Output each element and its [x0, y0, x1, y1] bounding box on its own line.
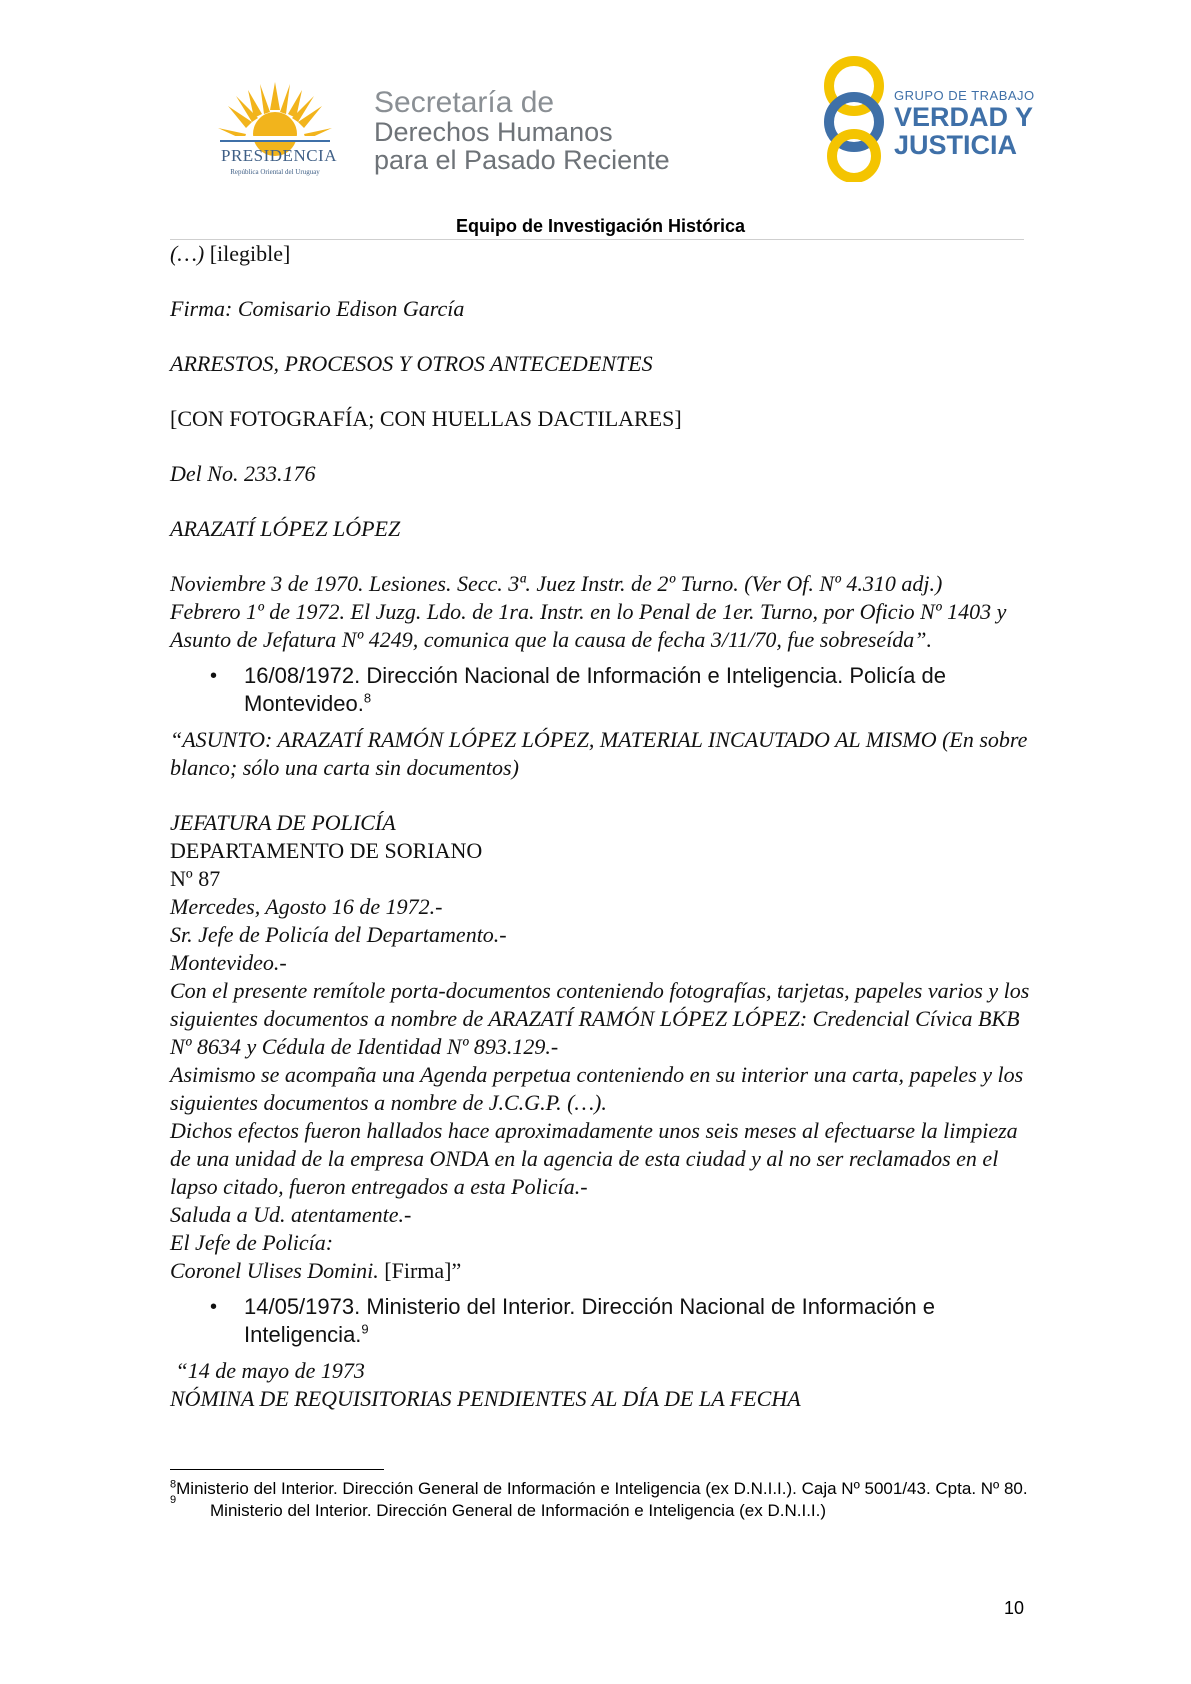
asunto-paragraph: “ASUNTO: ARAZATÍ RAMÓN LÓPEZ LÓPEZ, MATERIAL INCAUTADO AL MISMO (En sobre blanco; sólo una carta sin documentos): [170, 727, 1028, 780]
footnote-ref-9: 9: [361, 1321, 369, 1337]
vj-line-3: JUSTICIA: [894, 130, 1018, 160]
footnote-9: [170, 1494, 1030, 1522]
page-header: [0, 0, 1191, 220]
presidencia-name: PRESIDENCIA: [220, 146, 337, 165]
ellipsis-text: (…): [170, 241, 205, 266]
bullet-2-text: 14/05/1973. Ministerio del Interior. Dirección Nacional de Información e Inteligencia.: [244, 1294, 935, 1347]
vj-line-2: VERDAD Y: [894, 102, 1034, 132]
febrero-paragraph: Febrero 1º de 1972. El Juzg. Ldo. de 1ra. Instr. en lo Penal de 1er. Turno, por Oficio Nº 1403 y Asunto de Jefatura Nº 4249, comunica que la causa de fecha 3/11/70, fue sobreseída”.: [170, 599, 1007, 652]
footnote-8: [170, 1478, 1030, 1500]
illegible-text: [ilegible]: [204, 241, 291, 266]
footnote-8-number: 8: [170, 1478, 177, 1491]
page-number: 10: [1004, 1598, 1025, 1618]
coronel-name: Coronel Ulises Domini.: [170, 1258, 379, 1283]
el-jefe-line: El Jefe de Policía:: [170, 1230, 334, 1255]
footnote-8-text: Ministerio del Interior. Dirección General de Información e Inteligencia (ex D.N.I.I.). Caja Nº 5001/43. Cpta. Nº 80.: [176, 1479, 1028, 1498]
presidencia-subtitle: República Oriental del Uruguay: [230, 168, 320, 176]
sr-jefe-line: Sr. Jefe de Policía del Departamento.-: [170, 922, 507, 947]
arrestos-heading: ARRESTOS, PROCESOS Y OTROS ANTECEDENTES: [170, 351, 653, 376]
footnote-separator: [170, 1469, 384, 1470]
document-body: [170, 240, 1030, 1413]
del-no-line: Del No. 233.176: [170, 461, 316, 486]
team-heading: Equipo de Investigación Histórica: [455, 216, 746, 236]
footnote-9-number: 9: [170, 1494, 177, 1506]
nombre-line: ARAZATÍ LÓPEZ LÓPEZ: [170, 516, 401, 541]
mercedes-line: Mercedes, Agosto 16 de 1972.-: [170, 894, 443, 919]
montevideo-line: Montevideo.-: [170, 950, 287, 975]
firma-tag: [Firma]”: [378, 1258, 462, 1283]
illegible-line: [170, 240, 1030, 268]
fotografia-line: [CON FOTOGRAFÍA; CON HUELLAS DACTILARES]: [170, 406, 682, 431]
noviembre-line: Noviembre 3 de 1970. Lesiones. Secc. 3ª. Juez Instr. de 2º Turno. (Ver Of. Nº 4.310 adj.): [170, 571, 943, 596]
footnote-9-text: Ministerio del Interior. Dirección General de Información e Inteligencia (ex D.N.I.I.): [210, 1501, 827, 1520]
footnote-ref-8: 8: [363, 690, 372, 706]
numero-line: Nº 87: [170, 866, 221, 891]
sun-logo-icon: [196, 82, 354, 182]
dichos-paragraph: Dichos efectos fueron hallados hace aproximadamente unos seis meses al efectuarse la limpieza de una unidad de la empresa ONDA en la agencia de esta ciudad y al no ser reclamados en el lapso citado, fueron entregados a esta Policía.-: [170, 1118, 1018, 1199]
footnotes: [170, 1478, 1030, 1522]
secretaria-line-3: para el Pasado Reciente: [374, 145, 670, 175]
secretaria-line-2: Derechos Humanos: [374, 117, 613, 147]
nomina-line: NÓMINA DE REQUISITORIAS PENDIENTES AL DÍA DE LA FECHA: [170, 1386, 801, 1411]
saluda-line: Saluda a Ud. atentamente.-: [170, 1202, 412, 1227]
asimismo-paragraph: Asimismo se acompaña una Agenda perpetua conteniendo en su interior una carta, papeles y los siguientes documentos a nombre de J.C.G.P. (…).: [170, 1062, 1024, 1115]
coronel-line: [170, 1257, 1030, 1285]
con-presente-paragraph: Con el presente remítole porta-documentos conteniendo fotografías, tarjetas, papeles varios y los siguientes documentos a nombre de ARAZATÍ RAMÓN LÓPEZ LÓPEZ: Credencial Cívica BKB Nº 8634 y Cédula de Identidad Nº 893.129.-: [170, 978, 1030, 1059]
list-item: [170, 1293, 1030, 1349]
bullet-1-text: 16/08/1972. Dirección Nacional de Información e Inteligencia. Policía de Montevideo.: [244, 663, 946, 716]
firma-line: Firma: Comisario Edison García: [170, 296, 465, 321]
jefatura-line: JEFATURA DE POLICÍA: [170, 810, 396, 835]
secretaria-logo: [374, 88, 670, 174]
mayo-line: “14 de mayo de 1973: [170, 1358, 365, 1383]
list-item: [170, 662, 1030, 718]
verdad-justicia-logo: [894, 88, 1035, 159]
secretaria-line-1: Secretaría de: [374, 86, 555, 119]
vj-line-1: GRUPO DE TRABAJO: [894, 88, 1035, 103]
departamento-line: DEPARTAMENTO DE SORIANO: [170, 838, 483, 863]
presidencia-logo: [196, 82, 354, 182]
